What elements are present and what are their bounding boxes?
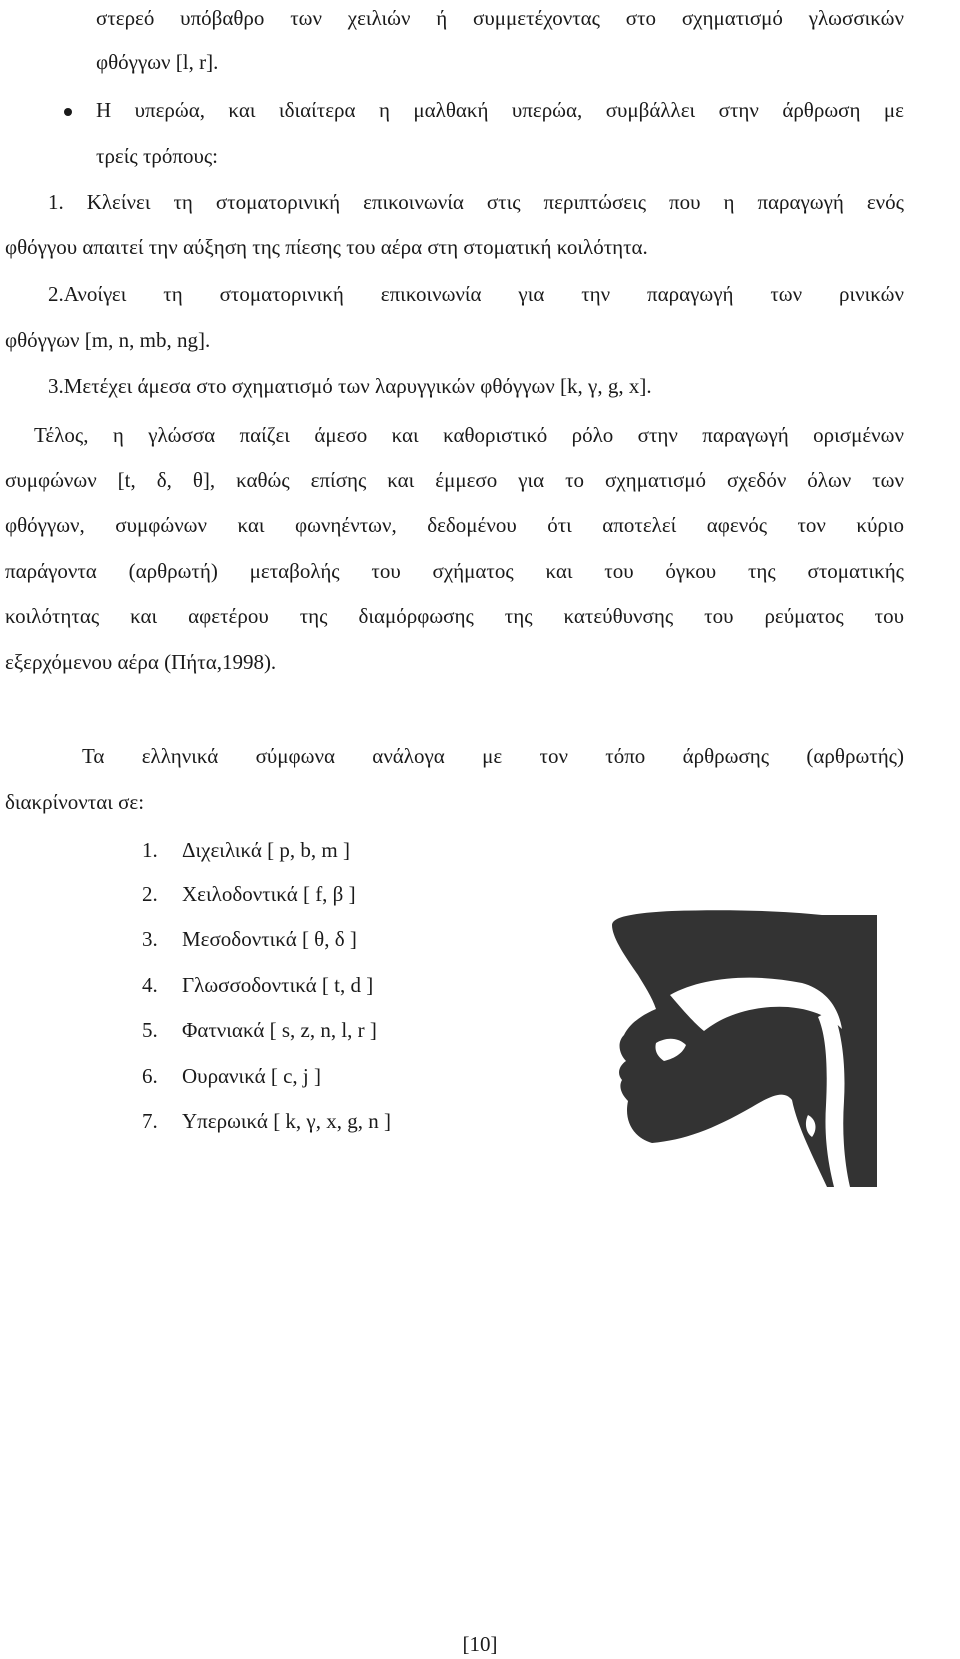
paragraph-line: φθόγγων [l, r].	[96, 50, 219, 74]
bullet-line: Η υπερώα, και ιδιαίτερα η μαλθακή υπερώα, συμβάλλει στην άρθρωση με	[96, 98, 904, 122]
paragraph-line: Τέλος, η γλώσσα παίζει άμεσο και καθοριστικό ρόλο στην παραγωγή ορισμένων	[34, 423, 904, 447]
list-item-number: 1.	[142, 838, 158, 862]
paragraph-line: συμφώνων [t, δ, θ], καθώς επίσης και έμμεσο για το σχηματισμό σχεδόν όλων των	[5, 468, 904, 492]
list-item-text: Χειλοδοντικά [ f, β ]	[182, 882, 356, 906]
paragraph-line: κοιλότητας και αφετέρου της διαμόρφωσης της κατεύθυνσης του ρεύματος του	[5, 604, 904, 628]
numbered-line: 1. Κλείνει τη στοματορινική επικοινωνία στις περιπτώσεις που η παραγωγή ενός	[48, 190, 904, 214]
list-item-number: 5.	[142, 1018, 158, 1042]
bullet-icon	[64, 108, 72, 116]
list-item-text: Μεσοδοντικά [ θ, δ ]	[182, 927, 357, 951]
bullet-line: τρείς τρόπους:	[96, 144, 219, 168]
numbered-line: φθόγγων [m, n, mb, ng].	[5, 328, 211, 352]
list-item-number: 6.	[142, 1064, 158, 1088]
list-item-number: 7.	[142, 1109, 158, 1133]
list-item-number: 2.	[142, 882, 158, 906]
page-number: [10]	[462, 1632, 498, 1656]
head-profile-icon	[612, 905, 877, 1187]
paragraph-line: εξερχόμενου αέρα (Πήτα,1998).	[5, 650, 277, 674]
list-item-text: Ουρανικά [ c, j ]	[182, 1064, 321, 1088]
numbered-line: φθόγγου απαιτεί την αύξηση της πίεσης του αέρα στη στοματική κοιλότητα.	[5, 235, 648, 259]
list-item-number: 4.	[142, 973, 158, 997]
list-item-text: Φατνιακά [ s, z, n, l, r ]	[182, 1018, 377, 1042]
numbered-line: 2.Ανοίγει τη στοματορινική επικοινωνία για την παραγωγή των ρινικών	[48, 282, 904, 306]
paragraph-line: στερεό υπόβαθρο των χειλιών ή συμμετέχοντας στο σχηματισμό γλωσσικών	[96, 6, 904, 30]
numbered-line: 3.Μετέχει άμεσα στο σχηματισμό των λαρυγγικών φθόγγων [k, γ, g, x].	[48, 374, 652, 398]
list-item-number: 3.	[142, 927, 158, 951]
paragraph-line: παράγοντα (αρθρωτή) μεταβολής του σχήματος και του όγκου της στοματικής	[5, 559, 904, 583]
list-item-text: Διχειλικά [ p, b, m ]	[182, 838, 350, 862]
list-item-text: Υπερωικά [ k, γ, x, g, n ]	[182, 1109, 391, 1133]
paragraph-line: Τα ελληνικά σύμφωνα ανάλογα με τον τόπο άρθρωσης (αρθρωτής)	[82, 744, 904, 768]
paragraph-line: διακρίνονται σε:	[5, 790, 145, 814]
paragraph-line: φθόγγων, συμφώνων και φωνηέντων, δεδομένου ότι αποτελεί αφενός τον κύριο	[5, 513, 904, 537]
vocal-tract-figure	[612, 905, 877, 1187]
list-item-text: Γλωσσοδοντικά [ t, d ]	[182, 973, 374, 997]
